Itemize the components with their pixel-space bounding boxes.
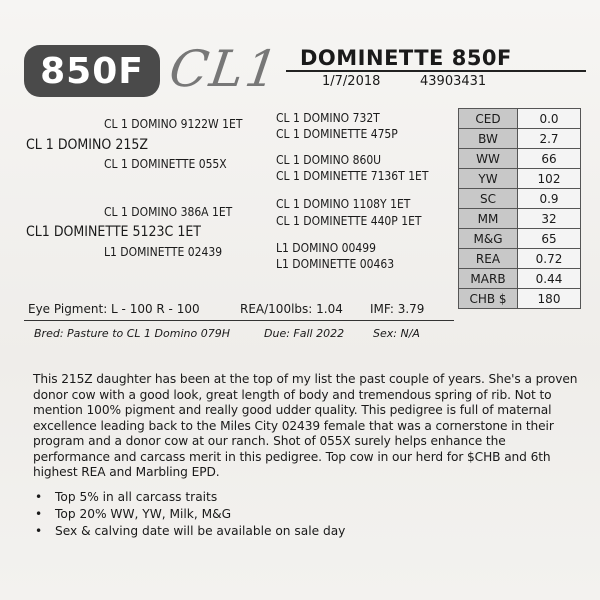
lot-number-badge [24,45,160,97]
animal-name: DOMINETTE 850F [300,46,512,70]
stats-divider [24,320,454,321]
pedigree-sss: CL 1 DOMINO 732T [276,111,380,125]
epd-value: 102 [518,169,581,189]
epd-value: 66 [518,149,581,169]
epd-row [459,189,581,209]
epd-value: 0.0 [518,109,581,129]
pedigree-ssd: CL 1 DOMINETTE 475P [276,127,398,141]
eye-pigment: Eye Pigment: L - 100 R - 100 [28,302,200,316]
epd-table [458,108,581,309]
lot-number: 850F [40,50,144,92]
epd-value: 2.7 [518,129,581,149]
pedigree-dam-dam: L1 DOMINETTE 02439 [104,245,223,259]
epd-label: REA [459,249,518,269]
bullet-icon: • [35,524,43,538]
epd-label: MARB [459,269,518,289]
bullet-icon: • [35,507,43,521]
highlight-text: Top 20% WW, YW, Milk, M&G [55,507,232,521]
sex-info: Sex: N/A [373,327,420,340]
epd-row [459,149,581,169]
pedigree-sds: CL 1 DOMINO 860U [276,153,382,167]
birth-date: 1/7/2018 [322,74,381,89]
pedigree-dds: L1 DOMINO 00499 [276,241,376,255]
highlight-text: Sex & calving date will be available on sale day [55,524,346,538]
name-divider [286,70,586,72]
epd-row [459,129,581,149]
pedigree-dss: CL 1 DOMINO 1108Y 1ET [276,197,411,211]
list-item [33,506,345,523]
epd-value: 180 [518,289,581,309]
epd-row [459,269,581,289]
imf-value: IMF: 3.79 [370,302,425,316]
epd-value: 32 [518,209,581,229]
epd-value: 0.72 [518,249,581,269]
pedigree-dam-sire: CL 1 DOMINO 386A 1ET [104,205,233,219]
epd-row [459,289,581,309]
pedigree-dam: CL1 DOMINETTE 5123C 1ET [26,224,201,240]
epd-label: SC [459,189,518,209]
epd-label: CED [459,109,518,129]
epd-label: BW [459,129,518,149]
epd-label: CHB $ [459,289,518,309]
epd-label: M&G [459,229,518,249]
epd-row [459,249,581,269]
pedigree-dsd: CL 1 DOMINETTE 440P 1ET [276,214,422,228]
bred-info: Bred: Pasture to CL 1 Domino 079H [34,327,230,340]
brand-logo: CL1 [165,40,284,98]
list-item [33,489,345,506]
rea-per-100lbs: REA/100lbs: 1.04 [240,302,343,316]
epd-row [459,109,581,129]
epd-row [459,209,581,229]
epd-row [459,169,581,189]
epd-label: MM [459,209,518,229]
pedigree-ddd: L1 DOMINETTE 00463 [276,257,395,271]
due-date: Due: Fall 2022 [264,327,345,340]
highlights-list [33,489,345,540]
epd-label: YW [459,169,518,189]
epd-label: WW [459,149,518,169]
epd-value: 65 [518,229,581,249]
description: This 215Z daughter has been at the top of my list the past couple of years. She's a proven donor cow with a good look, great length of body and tremendous spring of rib. Not to mention 100% pigment and really good udder quality. This pedigree is full of maternal excellence leading back to the Miles City 02439 female that was a cornerstone in their program and a donor cow at our ranch. Shot of 055X surely helps enhance the performance and carcass merit in this pedigree. Top cow in our herd for $CHB and 6th highest REA and Marbling EPD. [33,372,578,479]
highlight-text: Top 5% in all carcass traits [55,490,218,504]
epd-value: 0.44 [518,269,581,289]
bullet-icon: • [35,490,43,504]
pedigree-sire: CL 1 DOMINO 215Z [26,137,149,153]
pedigree-sdd: CL 1 DOMINETTE 7136T 1ET [276,169,429,183]
pedigree-sire-dam: CL 1 DOMINETTE 055X [104,157,227,171]
registration-number: 43903431 [420,74,487,89]
epd-value: 0.9 [518,189,581,209]
epd-row [459,229,581,249]
pedigree-sire-sire: CL 1 DOMINO 9122W 1ET [104,117,243,131]
list-item [33,523,345,540]
